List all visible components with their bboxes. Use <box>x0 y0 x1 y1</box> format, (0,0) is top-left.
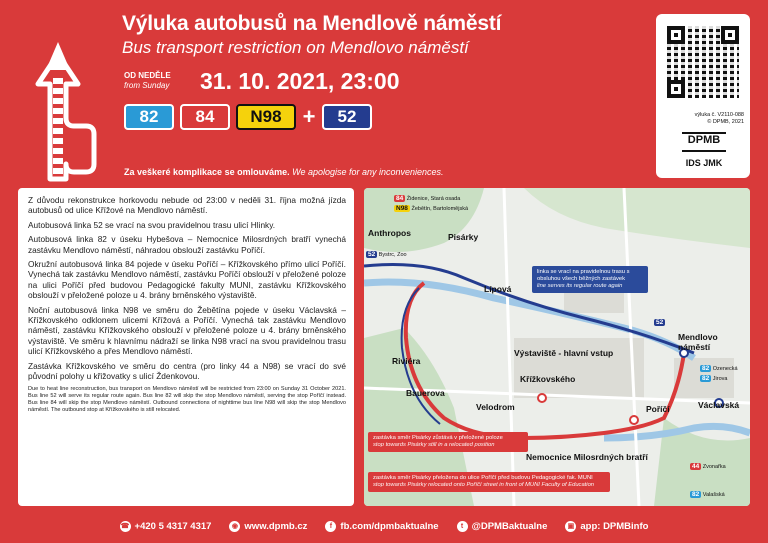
closure-code-line1: výluka č. V2110-088 <box>694 112 744 118</box>
callout-line-restored <box>532 266 648 293</box>
info-paragraph-1: Z důvodu rekonstrukce horkovodu nebude od 23:00 v neděli 31. října možná jízda autobusů od ulice Křížové na Mendlovo náměstí. <box>28 195 346 216</box>
from-label <box>124 71 171 91</box>
callout-stop-relocated-cz: zastávka směr Pisárky zůstává v přeložené poloze <box>373 435 503 441</box>
route-84-badge: 84 <box>180 104 230 130</box>
closure-code-line2: © DPMB, 2021 <box>707 119 744 125</box>
callout-stop-porici <box>368 472 610 492</box>
route-n98-badge: N98 <box>236 104 296 130</box>
title-cz: Výluka autobusů na Mendlově náměstí <box>122 12 502 35</box>
footer-twitter-text: @DPMBaktualne <box>471 520 548 532</box>
map-label-krizkovskeho: Křížkovského <box>520 374 576 384</box>
date: 31. 10. 2021, 23:00 <box>200 68 400 94</box>
apology-cz: Za veškeré komplikace se omlouváme. <box>124 167 290 177</box>
plus-sign: + <box>302 104 316 129</box>
twitter-icon: t <box>457 521 468 532</box>
map-legend-n98 <box>394 204 468 213</box>
map-tag-52-left-line: 52 <box>368 251 376 258</box>
callout-line-restored-en: line serves its regular route again <box>537 283 623 289</box>
map-tag-52-right-line: 52 <box>656 319 664 326</box>
info-paragraph-2: Autobusová linka 52 se vrací na svou pravidelnou trasu ulicí Hlinky. <box>28 219 276 230</box>
callout-stop-porici-cz: zastávka směr Pisárky přeložena do ulice Poříčí před budovu Pedagogické fak. MUNI <box>373 475 593 481</box>
detour-arrow-icon <box>28 14 118 184</box>
map-legend-n98-text: Žebětín, Bartolomějská <box>411 206 469 212</box>
map-label-vaclavska: Václavská <box>698 400 740 410</box>
affected-routes <box>124 104 372 130</box>
dpmb-logo: DPMB <box>682 132 726 152</box>
map-tag-82-valasska-text: Valašská <box>702 492 725 498</box>
map-label-lipova: Lípová <box>484 284 512 294</box>
footer-web-text: www.dpmb.cz <box>244 520 308 532</box>
map-tag-82-ozenecka <box>700 364 738 373</box>
web-icon: ◉ <box>229 521 240 532</box>
apology-en: We apologise for any inconveniences. <box>292 167 444 177</box>
callout-stop-relocated <box>368 432 528 452</box>
info-paragraph-4: Okružní autobusová linka 84 pojede v úseku Poříčí – Křížkovského přímo ulicí Poříčí. Vynechá tak zastávku Mendlovo náměstí, zastávku Poříčí obslouží v přeložené poloze na ulici Poříčí před budovou Pedagogické fakulty MUNI, zastávku Křížkovského obslouží v přeložené poloze u 4. brány brněnského výstaviště. <box>28 259 346 301</box>
apology <box>124 167 444 177</box>
route-82-badge: 82 <box>124 104 174 130</box>
map-label-anthropos: Anthropos <box>368 228 411 238</box>
map-tag-52-right <box>654 318 665 327</box>
from-label-cz: OD NEDĚLE <box>124 71 171 80</box>
route-52-badge: 52 <box>322 104 372 130</box>
footer-phone[interactable] <box>120 521 212 532</box>
callout-stop-relocated-en: stop towards Pisárky still in a relocated position <box>373 442 495 448</box>
map-tag-82-jirova <box>700 374 727 383</box>
map-tag-82-ozenecka-line: 82 <box>702 365 710 372</box>
footer-contacts <box>0 516 768 536</box>
map-tag-52-left <box>366 250 407 259</box>
info-card <box>656 14 750 178</box>
callout-stop-porici-en: stop towards Pisárky relocated onto Poříčí street in front of MUNI Faculty of Education <box>373 482 595 488</box>
map-tag-82-jirova-text: Jirova <box>712 376 728 382</box>
info-paragraph-3: Autobusová linka 82 v úseku Hybešova – Nemocnice Milosrdných bratří vynechá zastávku Mendlovo náměstí, náhradou obslouží zastávku Poříčí. <box>28 234 346 255</box>
map-label-porici: Poříčí <box>646 404 670 414</box>
callout-line-restored-cz: linka se vrací na pravidelnou trasu s obsluhou všech běžných zastávek <box>537 269 630 282</box>
facebook-icon: f <box>325 521 336 532</box>
map-label-velodrom: Velodrom <box>476 402 515 412</box>
map-tag-52-left-text: Bystrc, Zoo <box>378 252 407 258</box>
map-tag-44 <box>690 462 726 471</box>
map-label-vystaviste: Výstaviště - hlavní vstup <box>514 348 614 358</box>
map-tag-82-valasska <box>690 490 725 499</box>
map-tag-82-jirova-line: 82 <box>702 375 710 382</box>
map-tag-44-text: Zvonařka <box>702 464 726 470</box>
map-legend-84-line: 84 <box>396 195 404 202</box>
footer-phone-text: +420 5 4317 4317 <box>134 520 212 532</box>
footer-facebook[interactable] <box>325 521 438 532</box>
footer-twitter[interactable] <box>457 521 548 532</box>
info-paragraph-6: Zastávka Křížkovského ve směru do centra (pro linky 44 a N98) se vrací do své původní polohy u křižovatky s ulicí Ždenkovou. <box>28 360 346 382</box>
phone-icon: ☎ <box>120 521 131 532</box>
footer-app[interactable] <box>565 521 648 532</box>
info-paragraph-5: Noční autobusová linka N98 ve směru do Žebětína pojede v úseku Václavská – Křížkovského odklonem ulicemi Křížová a Poříčí. Vynechá tak zastávku Mendlovo náměstí, zastávku Křížkovského obslouží v přeložené poloze u 4. brány brněnského výstaviště. Ve směru k hlavnímu nádraží se linka N98 vrací na svou pravidelnou trasu ulicí Křížkovského a přes Mendlovo náměstí. <box>28 304 346 357</box>
footer-web[interactable] <box>229 521 307 532</box>
footer-app-text: app: DPMBinfo <box>580 520 649 532</box>
map-label-nemocnice: Nemocnice Milosrdných bratří <box>526 452 648 462</box>
map-label-bauerova: Bauerova <box>406 388 445 398</box>
ids-jmk-logo: IDS JMK <box>685 158 723 168</box>
map-legend-84 <box>394 194 460 203</box>
info-text-box <box>18 188 354 506</box>
map-tag-82-valasska-line: 82 <box>692 491 700 498</box>
closure-code <box>662 112 744 126</box>
app-icon: ▣ <box>565 521 576 532</box>
detour-map <box>364 188 750 506</box>
from-label-en: from Sunday <box>124 81 170 90</box>
info-note-en: Due to heat line reconstruction, bus transport on Mendlovo náměstí will be restricted from 23:00 on Sunday 31 October 2021. Bus line 52 will serve its regular route again. Bus line 82 will skip the stop Mendlovo náměstí, serving the stop Poříčí instead. Bus line 84 will skip the stop Mendlovo náměstí. Outbound connections of nighttime bus line N98 will skip the stop Mendlovo náměstí. The outbound stop at Křížkovského is still relocated. <box>28 385 346 413</box>
map-legend-84-text: Židenice, Stará osada <box>406 196 461 202</box>
footer-facebook-text: fb.com/dpmbaktualne <box>340 520 439 532</box>
map-label-mendlovo: Mendlovo náměstí <box>678 332 718 352</box>
map-tag-82-ozenecka-text: Ozenecká <box>712 366 738 372</box>
qr-code[interactable] <box>667 26 739 98</box>
map-label-riviera: Riviéra <box>392 356 421 366</box>
map-label-pisarky: Pisárky <box>448 232 479 242</box>
title-en: Bus transport restriction on Mendlovo náměstí <box>122 38 469 57</box>
map-tag-44-line: 44 <box>692 463 700 470</box>
map-legend-n98-line: N98 <box>396 205 408 212</box>
